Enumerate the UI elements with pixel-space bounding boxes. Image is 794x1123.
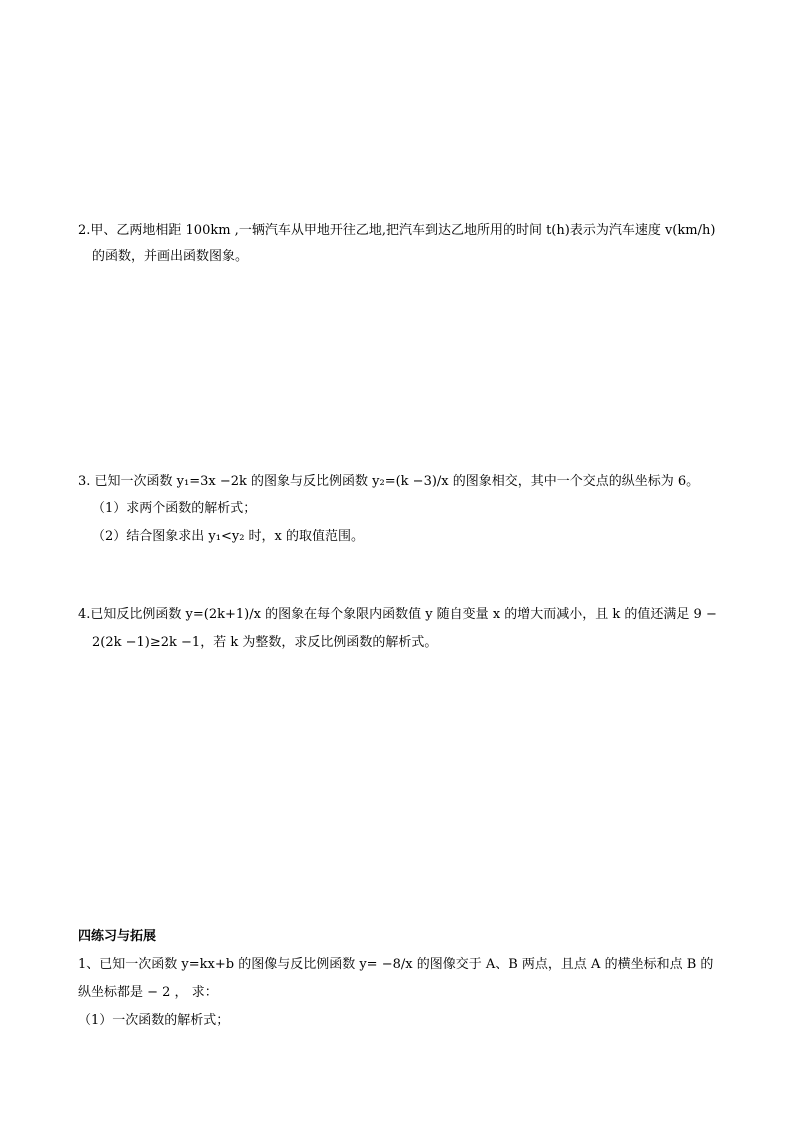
problem-2-line-1: 2.甲、乙两地相距 100km ,一辆汽车从甲地开往乙地,把汽车到达乙地所用的时间 t(h)表示为汽车速度 v(km/h) xyxy=(78,223,716,238)
problem-4-line-1: 4.已知反比例函数 y=(2k+1)/x 的图象在每个象限内函数值 y 随自变量 x 的增大而减小，且 k 的值还满足 9 − xyxy=(78,607,717,622)
problem-3-sub-1: （1）求两个函数的解析式； xyxy=(92,501,257,516)
section-4-question-1-sub-1: （1）一次函数的解析式； xyxy=(78,1013,230,1028)
section-4-question-1-line-1: 1、已知一次函数 y=kx+b 的图像与反比例函数 y= −8/x 的图像交于 A、B 两点，且点 A 的横坐标和点 B 的 xyxy=(78,957,714,972)
problem-2-line-2: 的函数，并画出函数图象。 xyxy=(92,249,249,264)
problem-3-line-1: 3. 已知一次函数 y₁=3x −2k 的图象与反比例函数 y₂=(k −3)/x 的图象相交，其中一个交点的纵坐标为 6。 xyxy=(78,474,700,489)
section-4-question-1-line-2: 纵坐标都是 − 2 ， 求： xyxy=(78,985,218,1000)
problem-4-line-2: 2(2k −1)≥2k −1，若 k 为整数，求反比例函数的解析式。 xyxy=(92,635,438,650)
problem-3-sub-2: （2）结合图象求出 y₁<y₂ 时，x 的取值范围。 xyxy=(92,529,365,544)
section-4-heading: 四练习与拓展 xyxy=(78,929,157,944)
